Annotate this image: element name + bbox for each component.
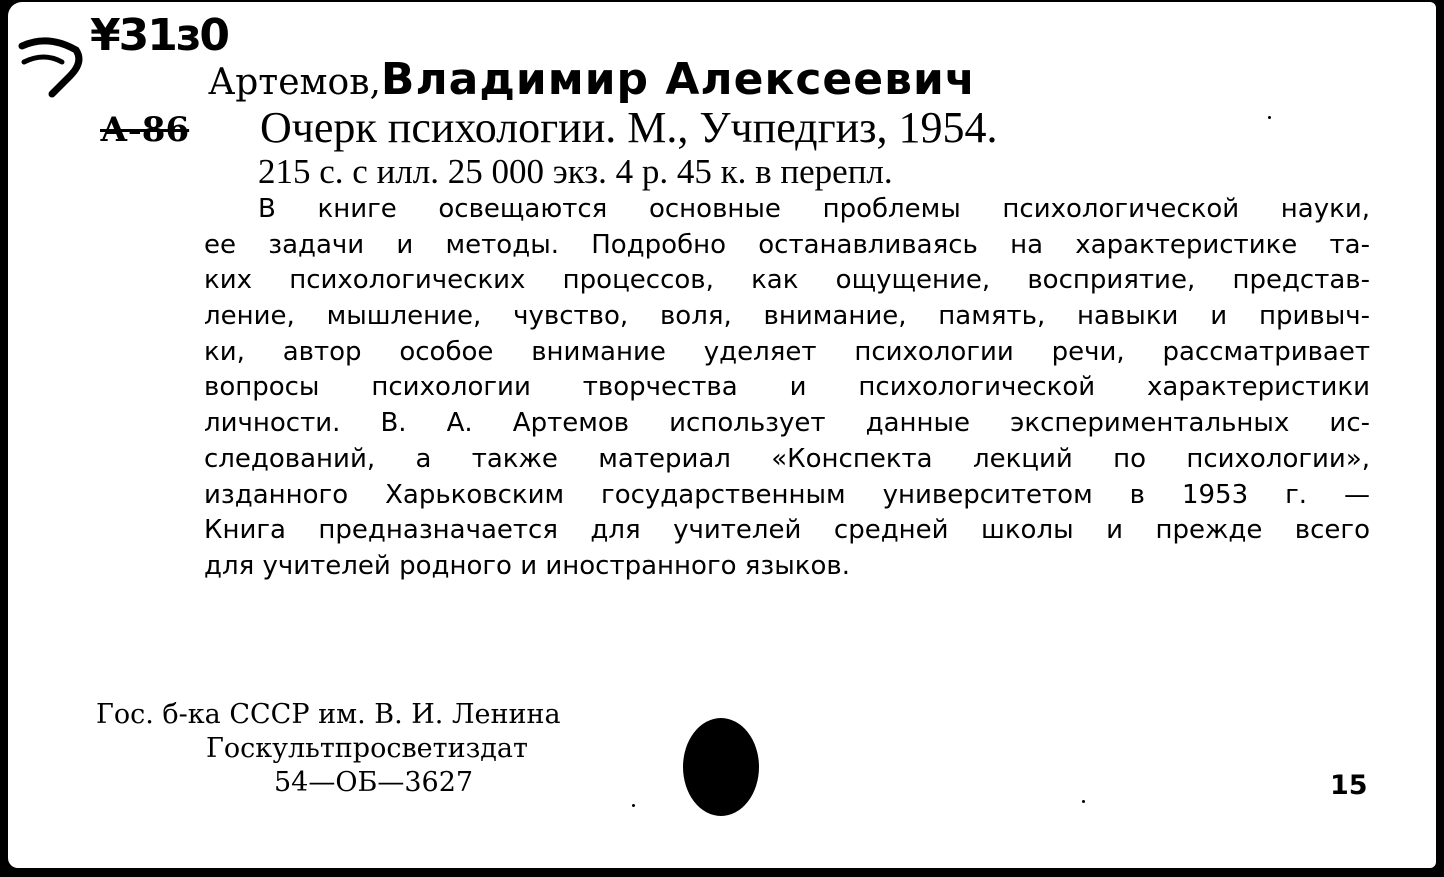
abstract-line: для учителей родного и иностранного языков. — [204, 550, 850, 581]
abstract-line: личности. В. А. Артемов использует данные экспериментальных ис- — [204, 408, 1370, 439]
abstract-line: вопросы психологии творчества и психологической характеристики — [204, 372, 1370, 403]
call-number: А-86 — [100, 110, 190, 150]
imprint-details: 215 с. с илл. 25 000 экз. 4 р. 45 к. в перепл. — [258, 152, 893, 191]
author-given-names: Владимир Алексеевич — [380, 54, 976, 105]
library-name: Гос. б-ка СССР им. В. И. Ленина — [96, 699, 561, 730]
card-number: 15 — [1330, 770, 1368, 801]
abstract-line: ких психологических процессов, как ощущение, восприятие, представ- — [204, 265, 1370, 296]
catalog-card — [8, 2, 1436, 868]
card-footer — [96, 698, 561, 800]
book-title: Очерк психологии. М., Учпедгиз, 1954. — [260, 103, 998, 152]
abstract — [204, 192, 1370, 585]
speck — [1268, 116, 1271, 119]
author-heading — [208, 54, 976, 105]
punch-hole — [683, 718, 759, 816]
handwritten-mark-icon — [18, 32, 90, 98]
publisher-name: Госкультпросветиздат — [206, 733, 528, 764]
shelf-number: ¥31з0 — [90, 10, 229, 61]
abstract-line: ление, мышление, чувство, воля, внимание, память, навыки и привыч- — [204, 301, 1370, 332]
author-surname: Артемов, — [208, 62, 381, 103]
abstract-line: изданного Харьковским государственным университетом в 1953 г. — — [204, 479, 1370, 510]
speck — [632, 804, 635, 807]
abstract-line: В книге освещаются основные проблемы психологической науки, — [258, 194, 1370, 224]
speck — [1082, 800, 1085, 803]
abstract-line: ки, автор особое внимание уделяет психологии речи, рассматривает — [204, 336, 1370, 367]
abstract-line: следований, а также материал «Конспекта лекций по психологии», — [204, 443, 1370, 474]
card-code: 54—ОБ—3627 — [274, 767, 474, 798]
abstract-line: ее задачи и методы. Подробно останавливаясь на характеристике та- — [204, 229, 1370, 260]
abstract-line: Книга предназначается для учителей средней школы и прежде всего — [204, 515, 1370, 546]
